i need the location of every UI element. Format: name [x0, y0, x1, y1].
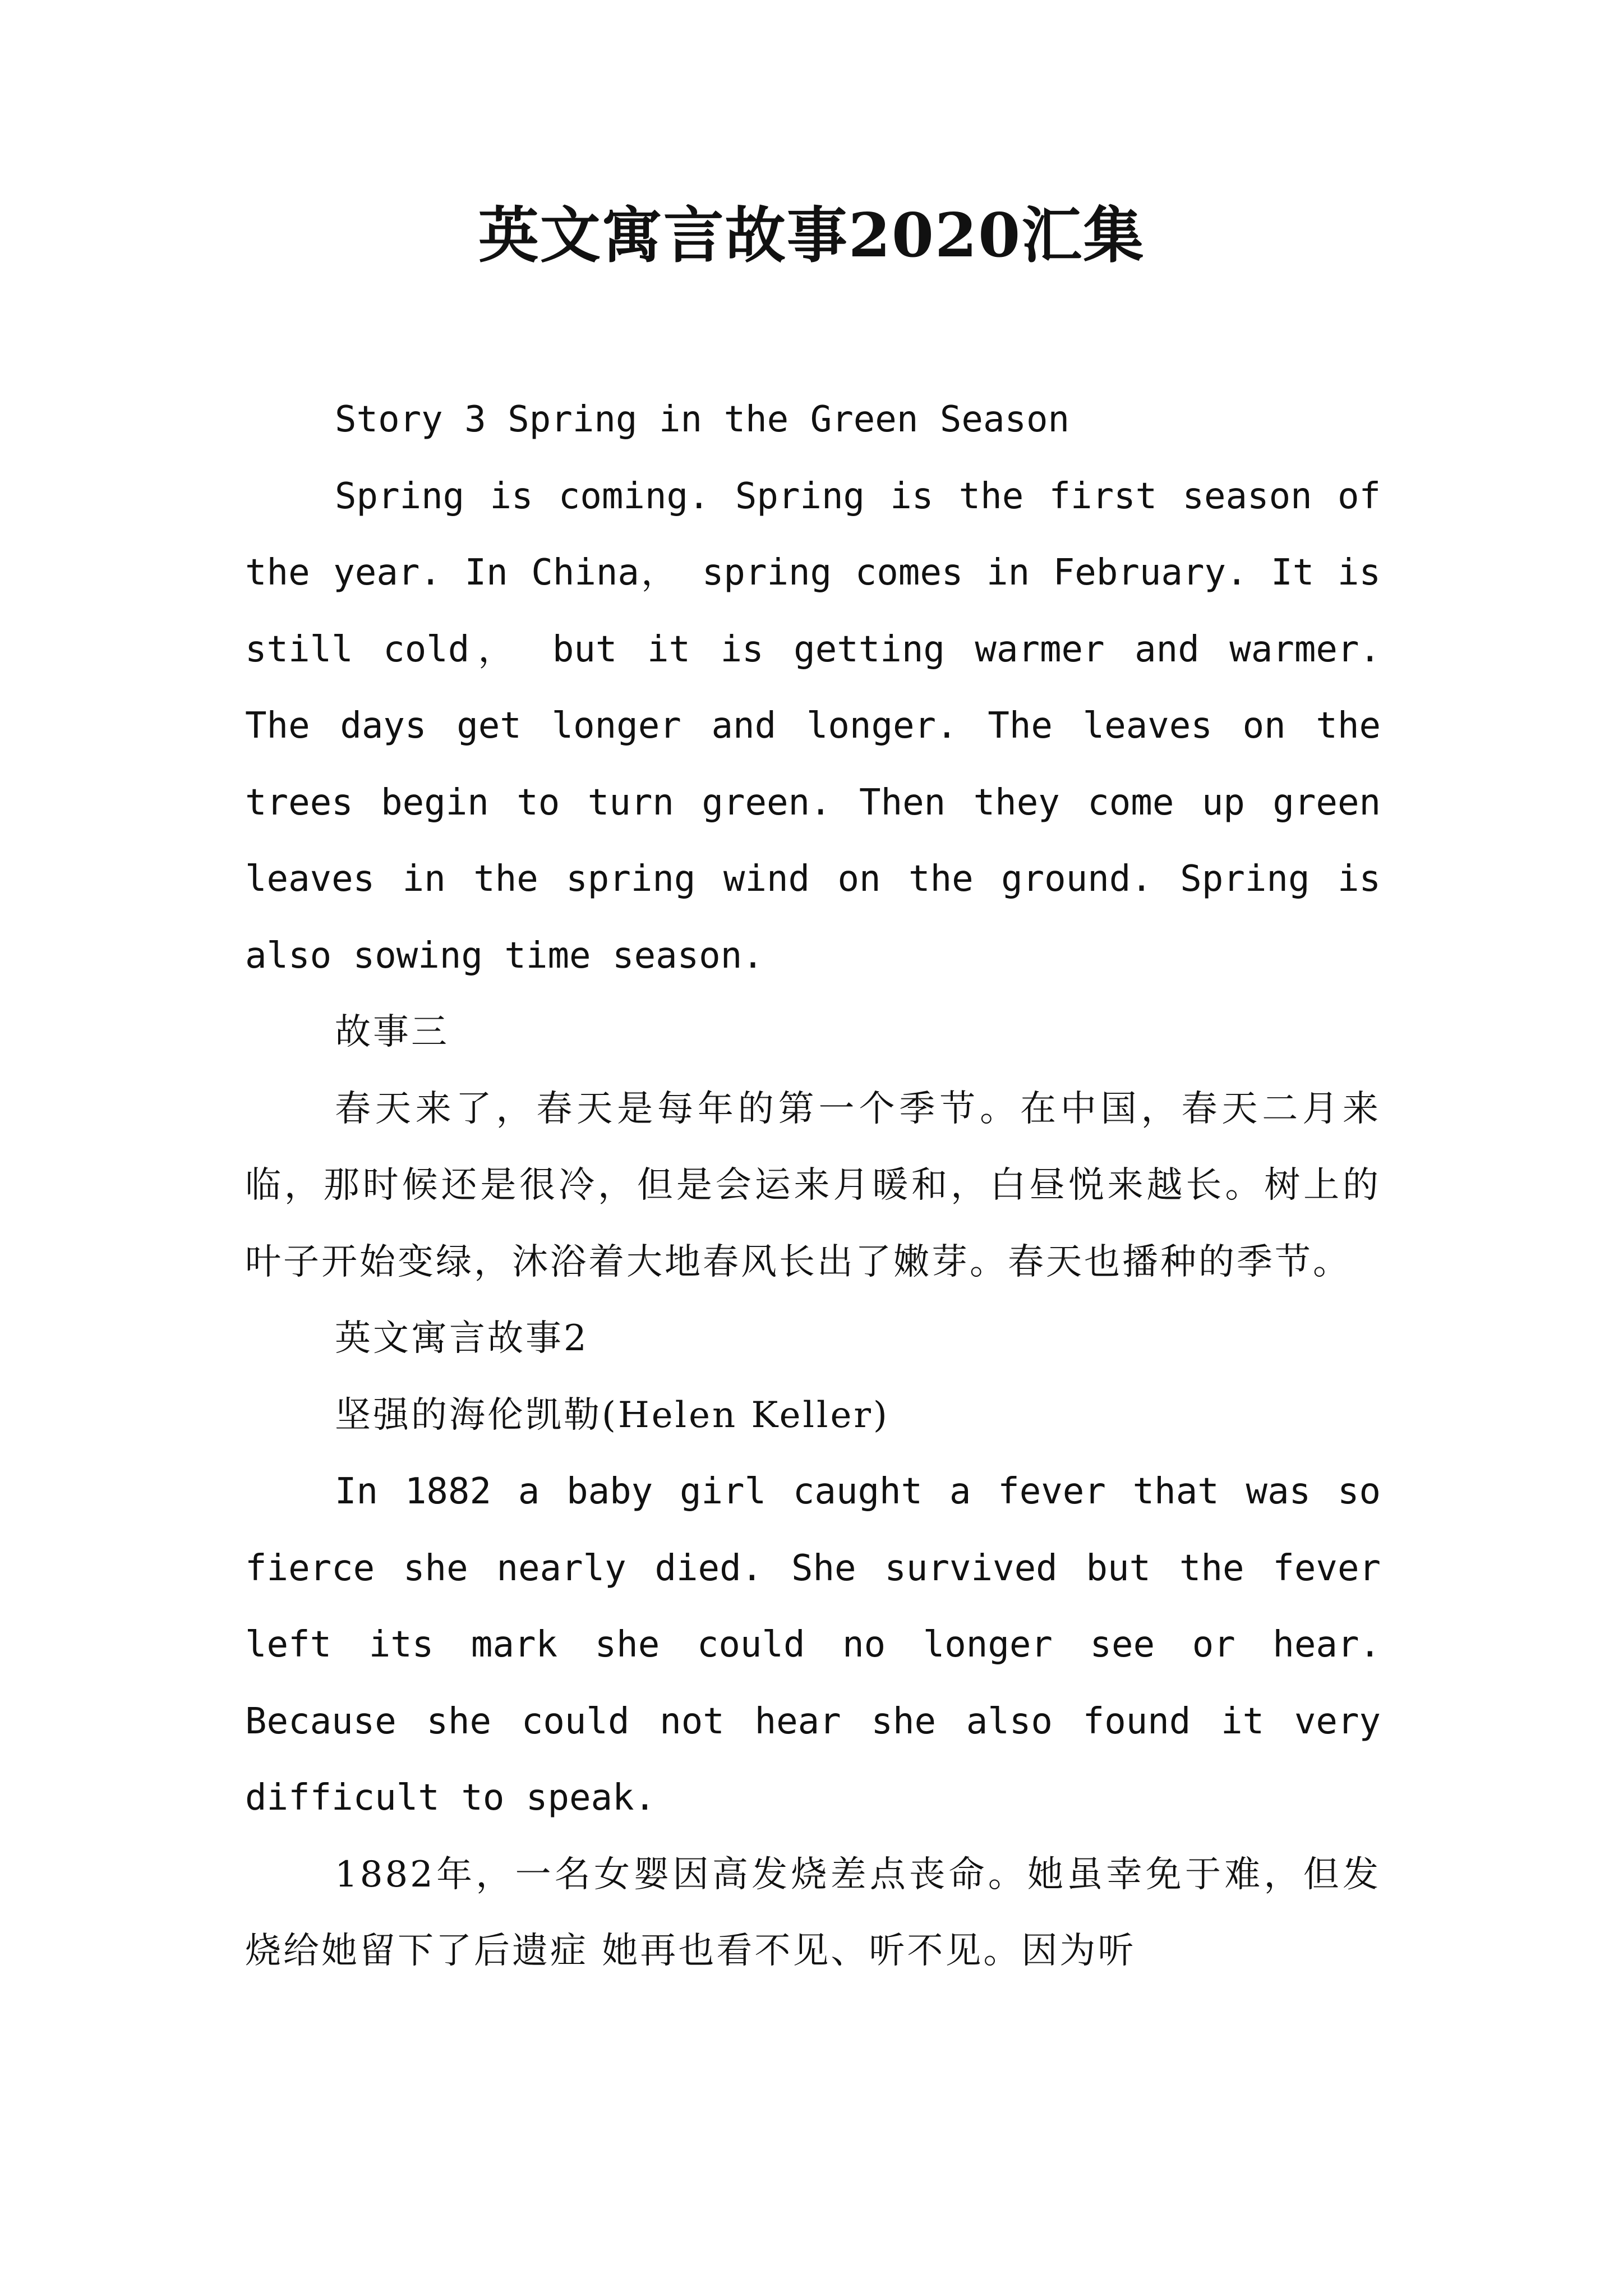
english-paragraph: Spring is coming. Spring is the first season of the year. In China， spring comes in February. It is still cold， but it is getting warmer and warmer. The days get longer and longer. The leaves on the trees begin to turn green. Then they come up green leaves in the spring wind on the ground. Spring is also sowing time season. [245, 475, 1381, 977]
chinese-paragraph: 1882年，一名女婴因高发烧差点丧命。她虽幸免于难，但发烧给她留下了后遗症 她再也看不见、听不见。因为听 [245, 1853, 1381, 1972]
section-heading: 英文寓言故事2 [335, 1318, 589, 1359]
chinese-paragraph: 春天来了，春天是每年的第一个季节。在中国，春天二月来临，那时候还是很冷，但是会运来月暖和，白昼悦来越长。树上的叶子开始变绿，沐浴着大地春风长出了嫩芽。春天也播种的季节。 [245, 1088, 1381, 1283]
chinese-heading: 故事三 [335, 1011, 449, 1053]
english-paragraph: In 1882 a baby girl caught a fever that was so fierce she nearly died. She survived but the fever left its mark she could no longer see or hear. Because she could not hear she also found it very difficult to speak. [245, 1471, 1381, 1819]
document-title: 英文寓言故事2020汇集 [478, 200, 1145, 271]
story-subtitle: 坚强的海伦凯勒(Helen Keller) [335, 1394, 889, 1436]
document-body [245, 381, 1381, 1990]
story-heading: Story 3 Spring in the Green Season [335, 399, 1070, 440]
